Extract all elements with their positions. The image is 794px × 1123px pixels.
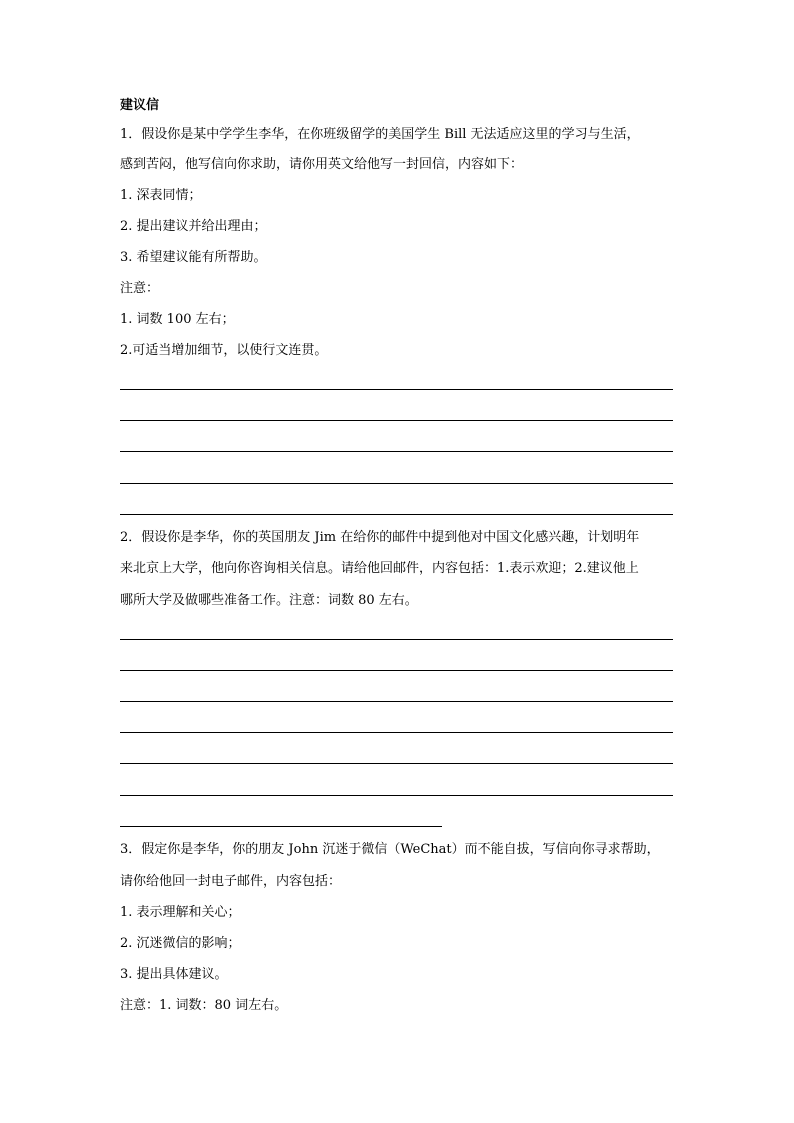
- q1-note-label: 注意：: [120, 281, 160, 296]
- q1-line: 3. 希望建议能有所帮助。: [120, 250, 267, 265]
- answer-line[interactable]: [120, 420, 673, 421]
- answer-line[interactable]: [120, 701, 673, 702]
- answer-line[interactable]: [120, 483, 673, 484]
- q1-line: 感到苦闷，他写信向你求助，请你用英文给他写一封回信，内容如下：: [120, 157, 524, 172]
- q1-line: 2. 提出建议并给出理由；: [120, 219, 267, 234]
- q2-line: 来北京上大学，他向你咨询相关信息。请给他回邮件，内容包括：1.表示欢迎；2.建议他上: [120, 561, 639, 576]
- q3-line: 3. 提出具体建议。: [120, 967, 228, 982]
- answer-line[interactable]: [120, 639, 673, 640]
- answer-line[interactable]: [120, 732, 673, 733]
- q2-line: 哪所大学及做哪些准备工作。注意：词数 80 左右。: [120, 593, 418, 608]
- answer-line[interactable]: [120, 795, 673, 796]
- q3-line: 请你给他回一封电子邮件，内容包括：: [120, 874, 342, 889]
- q3-note: 注意：1. 词数：80 词左右。: [120, 998, 288, 1013]
- q3-line: 2. 沉迷微信的影响；: [120, 936, 241, 951]
- answer-line[interactable]: [120, 389, 673, 390]
- q1-line: 2.可适当增加细节，以使行文连贯。: [120, 343, 328, 358]
- answer-line[interactable]: [120, 451, 673, 452]
- q1-line: 1. 词数 100 左右；: [120, 312, 235, 327]
- answer-line[interactable]: [120, 514, 673, 515]
- q1-line: 1．假设你是某中学学生李华，在你班级留学的美国学生 Bill 无法适应这里的学习与生活，: [120, 127, 640, 142]
- document-title: 建议信: [120, 98, 160, 113]
- q2-line: 2．假设你是李华，你的英国朋友 Jim 在给你的邮件中提到他对中国文化感兴趣，计划明年: [120, 530, 640, 545]
- answer-line[interactable]: [120, 670, 673, 671]
- q3-line: 3．假定你是李华，你的朋友 John 沉迷于微信（WeChat）而不能自拔，写信向你寻求帮助，: [120, 842, 660, 857]
- q1-line: 1. 深表同情；: [120, 188, 202, 203]
- answer-line-short[interactable]: [120, 826, 442, 827]
- answer-line[interactable]: [120, 763, 673, 764]
- q3-line: 1. 表示理解和关心；: [120, 905, 241, 920]
